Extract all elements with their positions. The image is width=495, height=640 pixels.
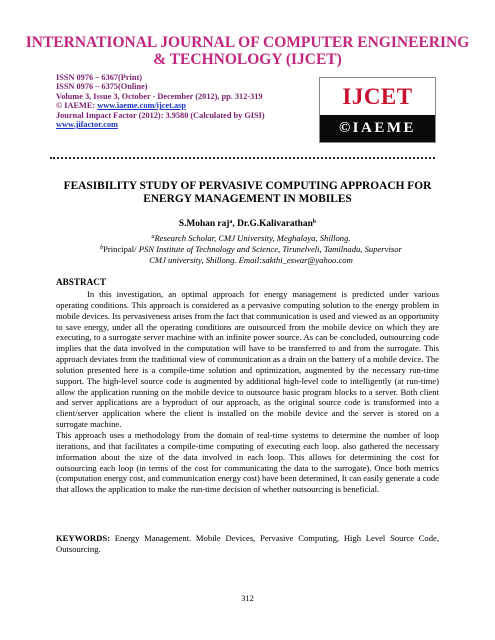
logo-ijcet-text: IJCET — [320, 78, 435, 115]
impact-factor: Journal Impact Factor (2012): 3.9580 (Calculated by GISI) — [56, 110, 265, 120]
affiliation-b-superscript: b — [100, 245, 104, 251]
journal-title-line1: INTERNATIONAL JOURNAL OF COMPUTER ENGINEERING — [25, 34, 470, 51]
ijcet-logo — [319, 77, 436, 143]
author-separator: , — [232, 219, 238, 229]
jifactor-link[interactable]: www.jifactor.com — [56, 120, 118, 130]
keywords-label: KEYWORDS: — [56, 533, 110, 543]
keywords-text: Energy Management. Mobile Devices, Pervasive Computing, High Level Source Code, Outsourcing. — [56, 533, 439, 554]
iaeme-line — [56, 101, 356, 110]
affiliation-b-line2: CMJ university, Shillong. Email:sakthi_eswar@yahoo.com — [149, 254, 353, 265]
abstract-body — [56, 289, 439, 495]
journal-metadata — [56, 73, 356, 129]
affiliation-b — [56, 244, 446, 265]
author-2: Dr.G.Kalivarathan — [237, 219, 313, 229]
dotted-divider — [50, 157, 435, 161]
abstract-paragraph-1: In this investigation, an optimal approach for energy management is predicted under various operating conditions. This approach is considered as a pervasive computing solution to the energy problem in mobile devices. Its pervasiveness arises from the fact that communication is used and viewed as an opportunity to save energy, under all the operating conditions are outsourced from the mobile device on which they are executing, to a surrogate server machine with an infinite power source. As can be concluded, outsourcing code implies that the data involved in the computation will have to be transferred to and from the surrogate. This approach deviates from the traditional view of communication as a drain on the battery of a mobile device. The solution presented here is a compile-time solution and optimization, augmented by the necessary run-time support. The high-level source code is augmented by additional high-level code to intelligently (at run-time) allow the application running on the mobile device to outsource basic program blocks to a server. Both client and server applications are a byproduct of our approach, as the original source code is transformed into a client/server application where the client is installed on the mobile device and the server is stored on a surrogate machine. — [56, 289, 439, 430]
paper-title — [40, 180, 455, 206]
affiliation-a-text: Research Scholar, CMJ University, Meghalaya, Shillong. — [154, 233, 351, 243]
affiliation-a-superscript: a — [151, 234, 155, 240]
paper-title-line1: FEASIBILITY STUDY OF PERVASIVE COMPUTING APPROACH FOR — [63, 180, 432, 192]
author-1: S.Mohan raj — [178, 219, 230, 229]
journal-title — [0, 34, 495, 68]
iaeme-prefix: © IAEME: — [56, 101, 98, 111]
journal-title-line2: & TECHNOLOGY (IJCET) — [153, 51, 342, 68]
volume-info: Volume 3, Issue 3, October - December (2012), pp. 312-319 — [56, 91, 263, 101]
authors — [0, 219, 495, 229]
author-1-superscript: a — [229, 219, 233, 225]
logo-iaeme-text: ©IAEME — [320, 115, 435, 142]
paper-title-line2: ENERGY MANAGEMENT IN MOBILES — [143, 193, 352, 205]
affiliation-a — [56, 233, 446, 244]
affiliation-b-text: PSN Institute of Technology and Science, Tirunelveli, Tamilnadu, Supervisor — [138, 244, 402, 254]
affiliation-b-prefix: Principal/ — [103, 244, 139, 254]
abstract-paragraph-2: This approach uses a methodology from the domain of real-time systems to determine the number of loop iterations, and that facilitates a compile-time computing of executing each loop. also gathered the necessary information about the size of the data involved in each loop. This allows for determining the cost for outsourcing each loop (in terms of the cost for communicating the data to the surrogate). Once both metrics (computation energy cost, and communication energy cost) have been determined, It can easily generate a code that allows the application to make the run-time decision of whether outsourcing is beneficial. — [56, 429, 439, 495]
issn-online: ISSN 0976 – 6375(Online) — [56, 82, 148, 92]
issn-print: ISSN 0976 – 6367(Print) — [56, 73, 142, 82]
keywords — [56, 533, 439, 555]
abstract-heading: ABSTRACT — [56, 277, 107, 287]
author-2-superscript: b — [312, 219, 317, 225]
page-number: 312 — [241, 594, 254, 603]
iaeme-link[interactable]: www.iaeme.com/ijcet.asp — [97, 101, 186, 111]
